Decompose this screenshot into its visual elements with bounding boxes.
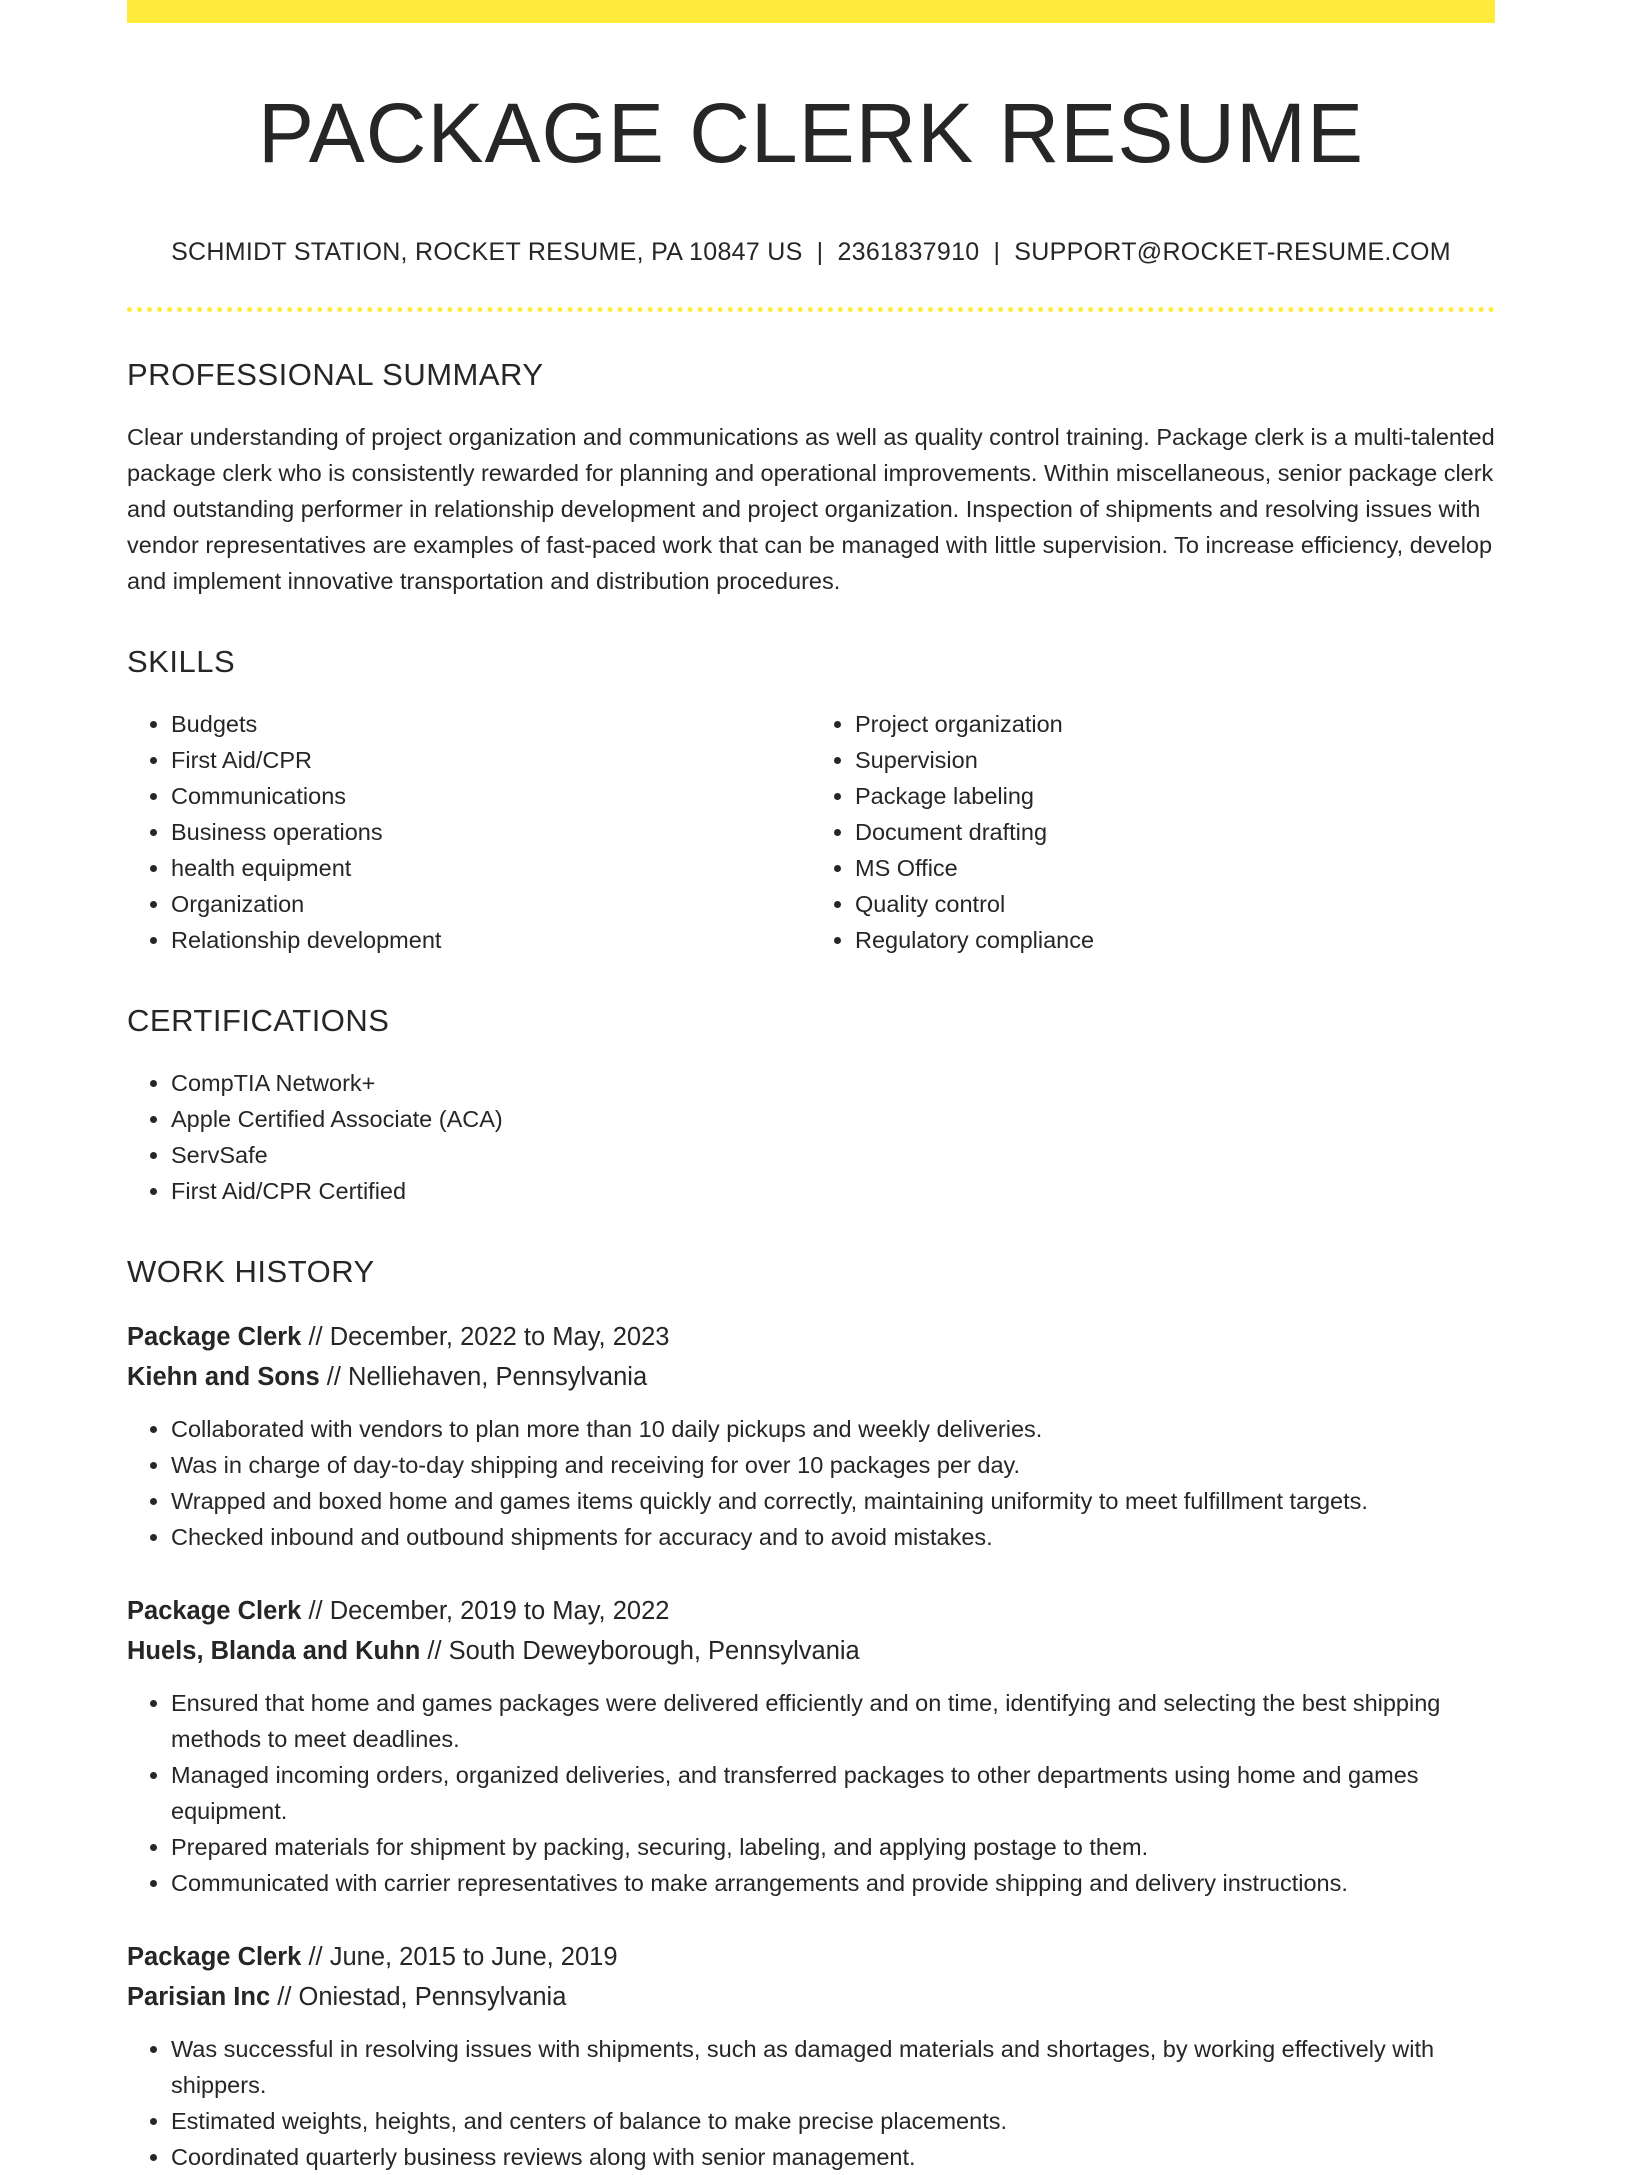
job-location: // Nelliehaven, Pennsylvania <box>319 1362 648 1391</box>
job-bullet: • Managed incoming orders, organized deliveries, and transferred packages to other departments using home and games equipment. <box>171 1757 1495 1829</box>
job-company: Kiehn and Sons <box>127 1362 320 1391</box>
job-bullet: • Prepared materials for shipment by packing, securing, labeling, and applying postage to them. <box>171 1829 1495 1865</box>
certifications-heading: CERTIFICATIONS <box>127 1003 390 1039</box>
summary-text: Clear understanding of project organization and communications as well as quality control training. Package clerk is a multi-talented package clerk who is consistently rewarded for planning and operational improvements. Within miscellaneous, senior package clerk and outstanding performer in relationship development and project organization. Inspection of shipments and resolving issues with vendor representatives are examples of fast-paced work that can be managed with little supervision. To increase efficiency, develop and implement innovative transportation and distribution procedures. <box>127 423 1495 594</box>
certification-item: • Apple Certified Associate (ACA) <box>171 1101 1495 1137</box>
certification-item: • First Aid/CPR Certified <box>171 1173 1495 1209</box>
resume-title: PACKAGE CLERK RESUME <box>257 86 1365 180</box>
skills-section <box>127 643 1495 958</box>
job-bullet: • Was successful in resolving issues with shipments, such as damaged materials and shortages, by working effectively with shippers. <box>171 2031 1495 2103</box>
job-title-line <box>127 1937 1495 1977</box>
job-bullet: • Wrapped and boxed home and games items quickly and correctly, maintaining uniformity to meet fulfillment targets. <box>171 1483 1495 1519</box>
job-bullet: • Coordinated quarterly business reviews along with senior management. <box>171 2139 1495 2175</box>
job-dates: // December, 2019 to May, 2022 <box>301 1596 670 1625</box>
job-title-line <box>127 1591 1495 1631</box>
summary-heading: PROFESSIONAL SUMMARY <box>127 356 544 392</box>
dotted-divider <box>127 307 1495 312</box>
job-title-line <box>127 1317 1495 1357</box>
skill-item: • Relationship development <box>171 922 811 958</box>
certifications-list <box>127 1065 1495 1209</box>
contact-address: SCHMIDT STATION, ROCKET RESUME, PA 10847 US <box>171 237 803 266</box>
skill-item: • Package labeling <box>855 778 1495 814</box>
work-history-section <box>127 1253 1495 2174</box>
job-location: // Oniestad, Pennsylvania <box>270 1982 567 2011</box>
job-entry <box>127 1937 1495 2175</box>
skills-list-right <box>811 706 1495 958</box>
job-title: Package Clerk <box>127 1596 302 1625</box>
job-bullet: • Communicated with carrier representatives to make arrangements and provide shipping and delivery instructions. <box>171 1865 1495 1901</box>
contact-separator: | <box>993 237 1001 266</box>
skill-item: • First Aid/CPR <box>171 742 811 778</box>
skill-item: • Business operations <box>171 814 811 850</box>
summary-section <box>127 356 1495 599</box>
job-company: Huels, Blanda and Kuhn <box>127 1636 421 1665</box>
job-dates: // June, 2015 to June, 2019 <box>301 1942 618 1971</box>
job-company-line <box>127 1631 1495 1671</box>
skill-item: • Quality control <box>855 886 1495 922</box>
job-title: Package Clerk <box>127 1322 302 1351</box>
work-history-heading: WORK HISTORY <box>127 1254 375 1290</box>
job-bullets <box>127 2031 1495 2175</box>
job-location: // South Deweyborough, Pennsylvania <box>420 1636 860 1665</box>
resume-content <box>127 0 1495 2175</box>
skill-item: • Regulatory compliance <box>855 922 1495 958</box>
top-accent-bar <box>127 0 1495 23</box>
contact-line <box>127 238 1495 267</box>
skill-item: • Supervision <box>855 742 1495 778</box>
job-company-line <box>127 1977 1495 2017</box>
skills-heading: SKILLS <box>127 643 236 679</box>
skill-item: • Organization <box>171 886 811 922</box>
certification-item: • CompTIA Network+ <box>171 1065 1495 1101</box>
skills-list-left <box>127 706 811 958</box>
job-entry <box>127 1591 1495 1901</box>
job-company-line <box>127 1357 1495 1397</box>
job-bullets <box>127 1411 1495 1555</box>
skills-columns <box>127 706 1495 958</box>
skill-item: • Budgets <box>171 706 811 742</box>
job-bullet: • Was in charge of day-to-day shipping and receiving for over 10 packages per day. <box>171 1447 1495 1483</box>
contact-phone: 2361837910 <box>837 237 980 266</box>
job-bullet: • Ensured that home and games packages were delivered efficiently and on time, identifying and selecting the best shipping methods to meet deadlines. <box>171 1685 1495 1757</box>
job-bullets <box>127 1685 1495 1901</box>
job-company: Parisian Inc <box>127 1982 271 2011</box>
skill-item: • Document drafting <box>855 814 1495 850</box>
skill-item: • MS Office <box>855 850 1495 886</box>
skill-item: • Project organization <box>855 706 1495 742</box>
contact-separator: | <box>816 237 824 266</box>
skill-item: • health equipment <box>171 850 811 886</box>
job-bullet: • Estimated weights, heights, and centers of balance to make precise placements. <box>171 2103 1495 2139</box>
skill-item: • Communications <box>171 778 811 814</box>
job-title: Package Clerk <box>127 1942 302 1971</box>
job-bullet: • Collaborated with vendors to plan more than 10 daily pickups and weekly deliveries. <box>171 1411 1495 1447</box>
certification-item: • ServSafe <box>171 1137 1495 1173</box>
contact-email: SUPPORT@ROCKET-RESUME.COM <box>1014 237 1451 266</box>
job-entry <box>127 1317 1495 1555</box>
job-bullet: • Checked inbound and outbound shipments for accuracy and to avoid mistakes. <box>171 1519 1495 1555</box>
certifications-section <box>127 1002 1495 1209</box>
job-dates: // December, 2022 to May, 2023 <box>301 1322 670 1351</box>
